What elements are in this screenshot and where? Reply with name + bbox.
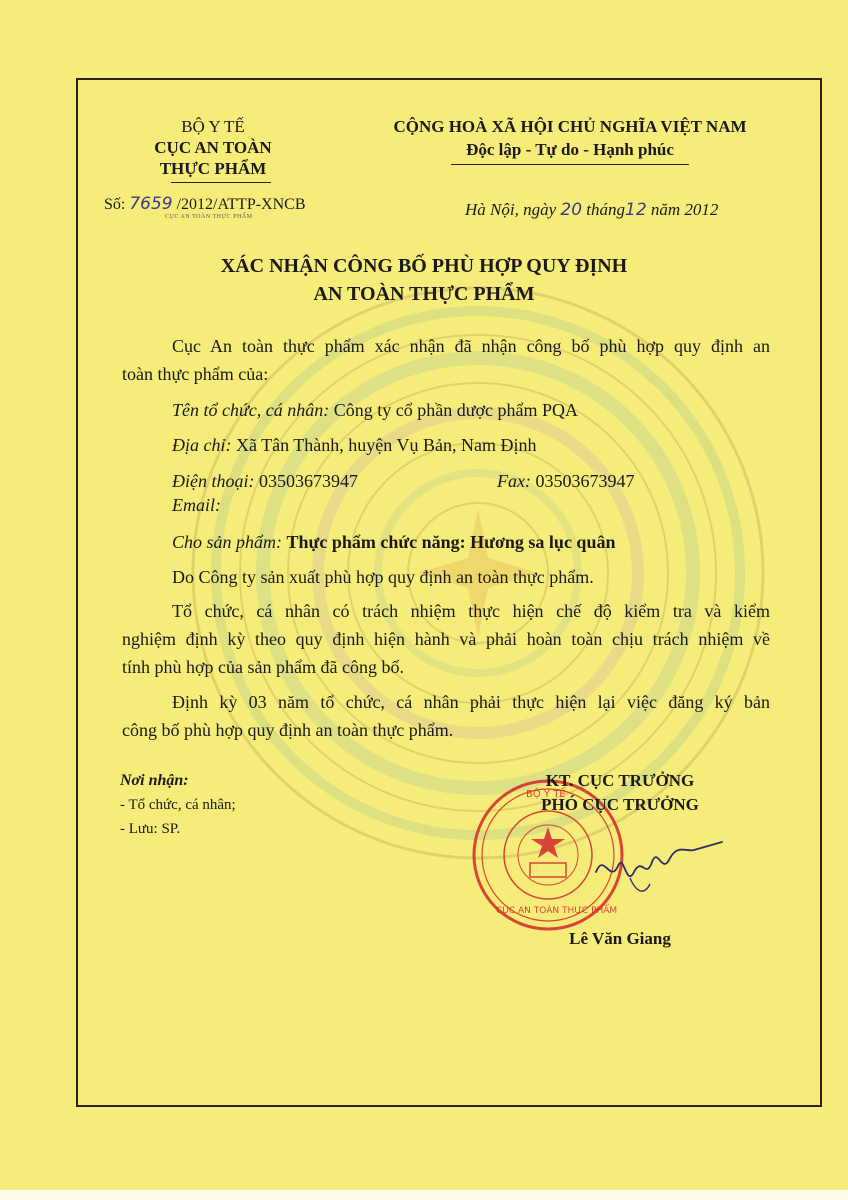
fax-value: 03503673947 xyxy=(535,471,635,491)
date-month: 12 xyxy=(625,200,647,220)
handwritten-reference-number: 7659 xyxy=(129,194,173,214)
recipients-label: Nơi nhận: xyxy=(120,772,189,789)
signer-name: Lê Văn Giang xyxy=(569,929,671,948)
handwritten-signature xyxy=(590,832,730,902)
organization-label: Tên tổ chức, cá nhân: xyxy=(172,400,330,420)
product-label: Cho sản phẩm: xyxy=(172,532,283,552)
address-label: Địa chỉ: xyxy=(172,435,232,455)
phone-value: 03503673947 xyxy=(259,471,358,491)
department-name-line2: THỰC PHẨM xyxy=(159,159,267,178)
email-label: Email: xyxy=(172,495,221,515)
slogan-underline xyxy=(451,164,689,165)
product-row xyxy=(172,532,615,553)
organization-row xyxy=(172,400,578,421)
intro-line-2: toàn thực phẩm của: xyxy=(122,364,269,384)
responsibility-line-2: nghiệm định kỳ theo quy định hiện hành và phải hoàn toàn chịu trách nhiệm về xyxy=(122,629,770,649)
date-year: năm 2012 xyxy=(650,200,719,219)
department-name-line1: CỤC AN TOÀN xyxy=(154,138,272,157)
date-month-label: tháng xyxy=(586,200,626,219)
phone-row xyxy=(172,471,358,492)
reference-number xyxy=(104,194,306,214)
ministry-name: BỘ Y TẾ xyxy=(181,117,245,136)
national-slogan: Độc lập - Tự do - Hạnh phúc xyxy=(466,140,674,159)
product-value: Thực phẩm chức năng: Hương sa lục quân xyxy=(286,532,616,552)
reference-stamp: CỤC AN TOÀN THỰC PHẨM xyxy=(165,214,253,220)
recipient-item-2: - Lưu: SP. xyxy=(120,821,181,837)
svg-text:CỤC AN TOÀN THỰC PHẨM: CỤC AN TOÀN THỰC PHẨM xyxy=(496,906,618,916)
intro-line-1: Cục An toàn thực phẩm xác nhận đã nhận công bố phù hợp quy định an xyxy=(172,336,770,356)
country-name: CỘNG HOÀ XÃ HỘI CHỦ NGHĨA VIỆT NAM xyxy=(393,117,747,136)
header-underline xyxy=(171,182,271,183)
signature-title-line1: KT. CỤC TRƯỞNG xyxy=(545,771,695,790)
date-day: 20 xyxy=(560,200,583,220)
fax-row xyxy=(497,471,634,492)
period-line-2: công bố phù hợp quy định an toàn thực phẩm. xyxy=(122,720,454,740)
organization-value: Công ty cổ phần dược phẩm PQA xyxy=(333,400,579,420)
period-line-1: Định kỳ 03 năm tổ chức, cá nhân phải thực hiện lại việc đăng ký bản xyxy=(172,692,770,712)
date-place: Hà Nội, ngày xyxy=(465,200,557,219)
reference-prefix: Số: xyxy=(104,196,126,213)
reference-suffix: /2012/ATTP-XNCB xyxy=(176,196,306,213)
phone-label: Điện thoại: xyxy=(172,471,255,491)
signature-title-line2: PHÓ CỤC TRƯỞNG xyxy=(541,795,699,814)
document-title-line1: XÁC NHẬN CÔNG BỐ PHÙ HỢP QUY ĐỊNH xyxy=(220,255,628,277)
page-bottom-strip xyxy=(0,1190,848,1200)
issue-date xyxy=(465,200,718,220)
address-value: Xã Tân Thành, huyện Vụ Bản, Nam Định xyxy=(235,435,537,455)
producer-line: Do Công ty sản xuất phù hợp quy định an toàn thực phẩm. xyxy=(172,567,594,587)
fax-label: Fax: xyxy=(497,471,531,491)
document-border xyxy=(76,78,822,1107)
responsibility-line-3: tính phù hợp của sản phẩm đã công bố. xyxy=(122,657,404,677)
svg-text:BỘ Y TẾ: BỘ Y TẾ xyxy=(526,789,566,800)
document-title-line2: AN TOÀN THỰC PHẨM xyxy=(313,283,535,305)
responsibility-line-1: Tổ chức, cá nhân có trách nhiệm thực hiện chế độ kiểm tra và kiểm xyxy=(172,601,770,621)
address-row xyxy=(172,435,536,456)
recipient-item-1: - Tổ chức, cá nhân; xyxy=(120,797,236,813)
